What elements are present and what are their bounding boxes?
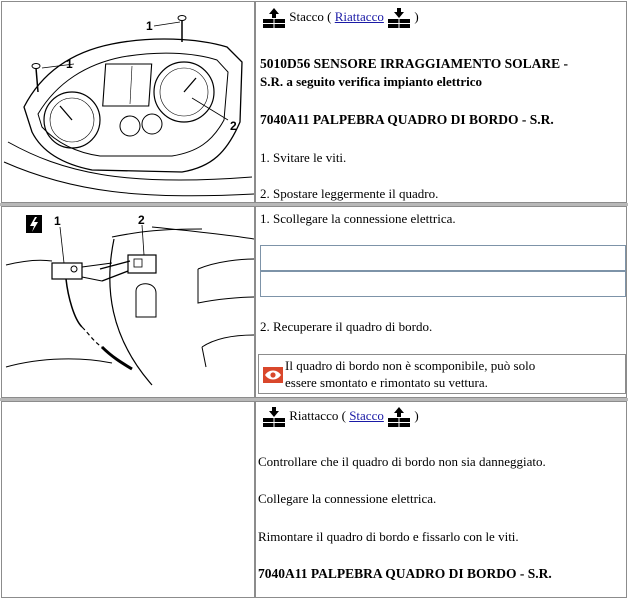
recover-step: 2. Recuperare il quadro di bordo.: [260, 319, 433, 334]
figure-label-screw-top: 1: [146, 19, 153, 33]
figure-cell-connector: [1, 206, 255, 398]
dashboard-screws-illustration: [2, 2, 254, 202]
reattach-link[interactable]: Riattacco: [334, 8, 384, 24]
reattach-header: [262, 406, 419, 428]
disconnect-step: 1. Scollegare la connessione elettrica.: [260, 211, 456, 226]
step-2: 2. Spostare leggermente il quadro.: [260, 186, 439, 201]
reattach-icon: [387, 7, 411, 29]
figure-cell-dashboard: [1, 1, 255, 203]
note-line-2: essere smontato e rimontato su vettura.: [285, 375, 488, 390]
instruction-cell-3: [255, 401, 627, 598]
empty-field-2[interactable]: [260, 271, 626, 297]
figure-label-screw-left: 1: [66, 57, 73, 71]
eye-warning-icon: [263, 367, 283, 383]
part-subtitle: S.R. a seguito verifica impianto elettrico: [260, 74, 483, 89]
detach-label: Stacco: [289, 8, 324, 24]
reattach-label: Riattacco: [289, 407, 339, 423]
part-code-title: 5010D56 SENSORE IRRAGGIAMENTO SOLARE -: [260, 56, 569, 71]
figure-label-socket: 2: [138, 213, 145, 227]
detach-icon: [262, 7, 286, 29]
detach-link[interactable]: Stacco: [349, 407, 384, 423]
final-part-title: 7040A11 PALPEBRA QUADRO DI BORDO - S.R.: [258, 566, 552, 581]
instruction-cell-1: [255, 1, 627, 203]
warning-note: [258, 354, 626, 394]
note-line-1: Il quadro di bordo non è scomponibile, può solo: [285, 358, 536, 373]
paren-close: ): [414, 8, 419, 24]
connect-line: Collegare la connessione elettrica.: [258, 491, 437, 506]
reattach-icon: [262, 406, 286, 428]
figure-label-cluster: 2: [230, 119, 237, 133]
instruction-cell-2: [255, 206, 627, 398]
figure-cell-empty: [1, 401, 255, 598]
part-title: 7040A11 PALPEBRA QUADRO DI BORDO - S.R.: [260, 112, 554, 127]
empty-field-1[interactable]: [260, 245, 626, 271]
refit-line: Rimontare il quadro di bordo e fissarlo con le viti.: [258, 529, 519, 544]
detach-header: [262, 7, 419, 29]
paren-open: (: [327, 8, 332, 24]
connector-illustration: [2, 207, 254, 397]
step-1: 1. Svitare le viti.: [260, 150, 347, 165]
detach-icon: [387, 406, 411, 428]
paren-close: ): [414, 407, 419, 423]
figure-label-plug: 1: [54, 214, 61, 228]
check-line: Controllare che il quadro di bordo non sia danneggiato.: [258, 454, 546, 469]
paren-open: (: [341, 407, 346, 423]
